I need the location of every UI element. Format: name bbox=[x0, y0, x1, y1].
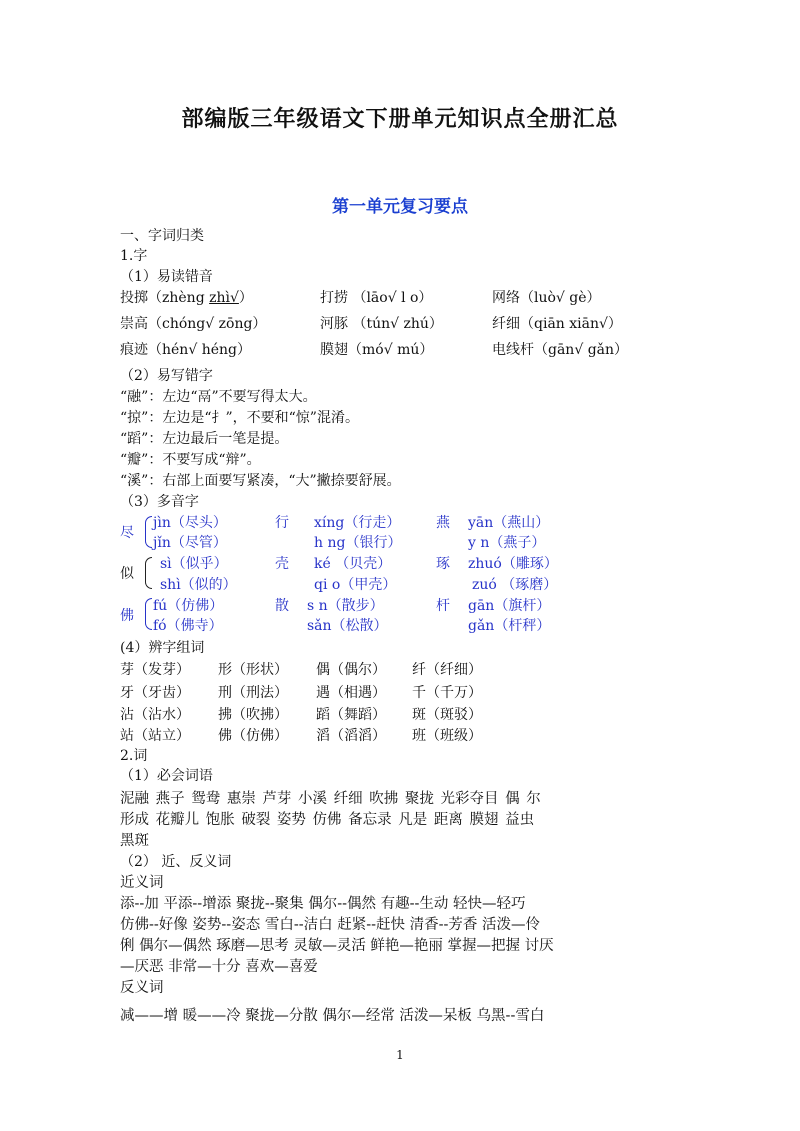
page-number: 1 bbox=[396, 1048, 404, 1062]
reading-item: 痕迹（hén√ héng） bbox=[120, 342, 251, 358]
writing-note: “蹈”：左边最后一笔是提。 bbox=[120, 431, 289, 447]
distinguish-item: 形（形状） bbox=[218, 662, 288, 678]
synonym-line: —厌恶 非常—十分 喜欢—喜爱 bbox=[120, 959, 318, 975]
distinguish-item: 遇（相遇） bbox=[316, 685, 386, 701]
distinguish-item: 纤（纤细） bbox=[412, 662, 482, 678]
polyphone-reading: shì（似的） bbox=[160, 577, 237, 593]
polyphone-char: 行 bbox=[275, 515, 289, 531]
reading-item: 崇高（chóng√ zōng） bbox=[120, 316, 267, 332]
antonym-line: 减——增 暖——冷 聚拢—分散 偶尔—经常 活泼—呆板 乌黑--雪白 bbox=[120, 1008, 545, 1024]
heading-distinguish: (4）辨字组词 bbox=[120, 640, 205, 656]
polyphone-char: 似 bbox=[120, 566, 134, 582]
polyphone-char: 佛 bbox=[120, 608, 134, 624]
polyphone-reading: jǐn（尽管） bbox=[153, 535, 227, 551]
distinguish-item: 芽（发芽） bbox=[120, 662, 190, 678]
polyphone-reading: fú（仿佛） bbox=[153, 598, 224, 614]
distinguish-item: 斑（斑驳） bbox=[412, 707, 482, 723]
polyphone-reading: qi o（甲壳） bbox=[314, 577, 397, 593]
sub-heading-characters: 1.字 bbox=[120, 248, 148, 264]
polyphone-reading: ké （贝壳） bbox=[314, 556, 392, 572]
reading-item: 电线杆（gān√ gǎn） bbox=[492, 342, 629, 358]
polyphone-reading: jìn（尽头） bbox=[153, 515, 227, 531]
polyphone-char: 燕 bbox=[436, 515, 450, 531]
writing-note: “溪”：右部上面要写紧凑，“大”撇捺要舒展。 bbox=[120, 473, 401, 489]
heading-synonyms: 近义词 bbox=[120, 875, 164, 891]
distinguish-item: 拂（吹拂） bbox=[218, 707, 288, 723]
distinguish-item: 班（班级） bbox=[412, 728, 482, 744]
heading-easy-misread: （1）易读错音 bbox=[120, 269, 213, 285]
heading-polyphones: （3）多音字 bbox=[120, 494, 199, 510]
polyphone-char: 尽 bbox=[120, 525, 134, 541]
polyphone-reading: sì（似乎） bbox=[160, 556, 228, 572]
unit-title: 第一单元复习要点 bbox=[332, 197, 468, 217]
brace-mark bbox=[145, 598, 152, 630]
heading-antonyms: 反义词 bbox=[120, 980, 164, 996]
synonym-line: 仿佛--好像 姿势--姿态 雪白--洁白 赶紧--赶快 清香--芳香 活泼—伶 bbox=[120, 917, 541, 933]
polyphone-char: 散 bbox=[275, 598, 289, 614]
distinguish-item: 佛（仿佛） bbox=[218, 728, 288, 744]
distinguish-item: 站（站立） bbox=[120, 728, 190, 744]
distinguish-item: 沾（沾水） bbox=[120, 707, 190, 723]
reading-item: 膜翅（mó√ mú） bbox=[320, 342, 434, 358]
polyphone-reading: yān（燕山） bbox=[468, 515, 550, 531]
polyphone-reading: s n（散步） bbox=[307, 598, 384, 614]
polyphone-reading: fó（佛寺） bbox=[153, 618, 223, 634]
word-list-line: 形成 花瓣儿 饱胀 破裂 姿势 仿佛 备忘录 凡是 距离 膜翅 益虫 bbox=[120, 812, 535, 828]
distinguish-item: 滔（滔滔） bbox=[316, 728, 386, 744]
page-title: 部编版三年级语文下册单元知识点全册汇总 bbox=[181, 107, 619, 132]
polyphone-reading: h ng（银行） bbox=[314, 535, 402, 551]
distinguish-item: 偶（偶尔） bbox=[316, 662, 386, 678]
sub-heading-words: 2.词 bbox=[120, 748, 148, 764]
word-list-line: 黑斑 bbox=[120, 833, 149, 849]
brace-mark bbox=[145, 516, 152, 548]
reading-item: 投掷（zhèng zhì√） bbox=[120, 290, 253, 306]
polyphone-char: 琢 bbox=[436, 556, 450, 572]
distinguish-item: 刑（刑法） bbox=[218, 685, 288, 701]
polyphone-char: 壳 bbox=[275, 556, 289, 572]
writing-note: “掠”：左边是“扌”，不要和“惊”混淆。 bbox=[120, 410, 359, 426]
heading-easy-miswrite: （2）易写错字 bbox=[120, 368, 213, 384]
heading-syn-ant: （2） 近、反义词 bbox=[120, 854, 232, 870]
polyphone-reading: xíng（行走） bbox=[314, 515, 401, 531]
reading-item: 网络（luò√ gè） bbox=[492, 290, 601, 306]
polyphone-reading: zuó （琢磨） bbox=[472, 577, 558, 593]
polyphone-char: 杆 bbox=[436, 598, 450, 614]
polyphone-reading: gān（旗杆） bbox=[468, 598, 551, 614]
reading-item: 纤细（qiān xiān√） bbox=[492, 316, 622, 332]
distinguish-item: 千（千万） bbox=[412, 685, 482, 701]
distinguish-item: 蹈（舞蹈） bbox=[316, 707, 386, 723]
word-list-line: 泥融 燕子 鸳鸯 惠崇 芦芽 小溪 纤细 吹拂 聚拢 光彩夺目 偶 尔 bbox=[120, 791, 541, 807]
writing-note: “融”：左边“鬲”不要写得太大。 bbox=[120, 389, 317, 405]
polyphone-reading: zhuó（雕琢） bbox=[468, 556, 558, 572]
polyphone-reading: sǎn（松散） bbox=[307, 618, 388, 634]
polyphone-reading: gǎn（杆秤） bbox=[468, 618, 551, 634]
heading-must-words: （1）必会词语 bbox=[120, 768, 213, 784]
synonym-line: 添--加 平添--增添 聚拢--聚集 偶尔--偶然 有趣--生动 轻快—轻巧 bbox=[120, 896, 526, 912]
writing-note: “瓣”：不要写成“辩”。 bbox=[120, 452, 261, 468]
polyphone-reading: y n（燕子） bbox=[468, 535, 546, 551]
distinguish-item: 牙（牙齿） bbox=[120, 685, 190, 701]
reading-item: 打捞 （lāo√ l o） bbox=[320, 290, 433, 306]
brace-mark bbox=[145, 557, 152, 589]
reading-item: 河豚 （tún√ zhú） bbox=[320, 316, 443, 332]
section-heading: 一、字词归类 bbox=[120, 228, 204, 244]
synonym-line: 俐 偶尔—偶然 琢磨—思考 灵敏—灵活 鲜艳—艳丽 掌握—把握 讨厌 bbox=[120, 938, 554, 954]
